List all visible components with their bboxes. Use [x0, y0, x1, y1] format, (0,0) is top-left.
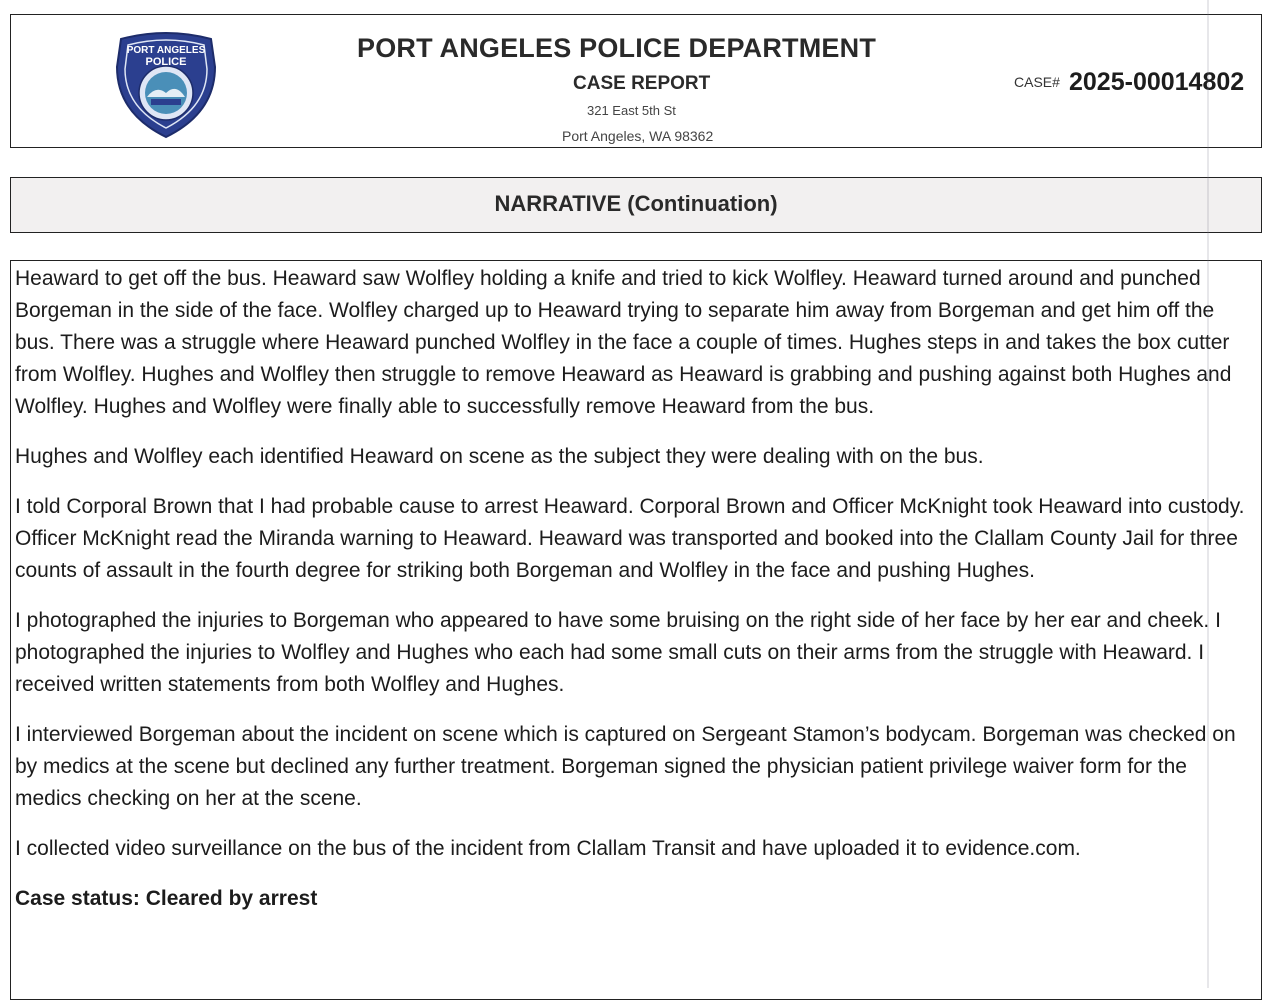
address-line-2: Port Angeles, WA 98362: [562, 128, 714, 144]
case-number: 2025-00014802: [1069, 68, 1245, 96]
section-header: [10, 177, 1262, 233]
narrative-text: [15, 263, 1259, 933]
narrative-paragraph: I interviewed Borgeman about the incident on scene which is captured on Sergeant Stamon’s bodycam. Borgeman was checked on by medics at the scene but declined any further treatment. Borgeman signed the physician patient privilege waiver form for the medics checking on her at the scene.: [15, 723, 1236, 810]
narrative-paragraph: I photographed the injuries to Borgeman who appeared to have some bruising on the right side of her face by her ear and cheek. I photographed the injuries to Wolfley and Hughes who each had some small cuts on their arms from the struggle with Heaward. I received written statements from both Wolfley and Hughes.: [15, 609, 1221, 696]
narrative-box: [10, 260, 1262, 1000]
narrative-paragraph: Heaward to get off the bus. Heaward saw Wolfley holding a knife and tried to kick Wolfley. Heaward turned around and punched Borgeman in the side of the face. Wolfley charged up to Heaward trying to separate him away from Borgeman and get him off the bus. There was a struggle where Heaward punched Wolfley in the face a couple of times. Hughes steps in and takes the box cutter from Wolfley. Hughes and Wolfley then struggle to remove Heaward as Heaward is grabbing and pushing against both Hughes and Wolfley. Hughes and Wolfley were finally able to successfully remove Heaward from the bus.: [15, 267, 1232, 418]
narrative-paragraph: Hughes and Wolfley each identified Heaward on scene as the subject they were dealing with on the bus.: [15, 445, 984, 468]
badge-text-line2: POLICE: [145, 56, 187, 68]
case-number-label: CASE#: [1014, 74, 1060, 90]
department-name: PORT ANGELES POLICE DEPARTMENT: [357, 33, 877, 63]
narrative-paragraph: I told Corporal Brown that I had probable cause to arrest Heaward. Corporal Brown and Officer McKnight took Heaward into custody. Officer McKnight read the Miranda warning to Heaward. Heaward was transported and booked into the Clallam County Jail for three counts of assault in the fourth degree for striking both Borgeman and Wolfley in the face and pushing Hughes.: [15, 495, 1245, 582]
address-line-1: 321 East 5th St: [587, 103, 676, 118]
report-type: CASE REPORT: [573, 73, 711, 94]
scan-artifact-line: [1207, 0, 1209, 988]
narrative-paragraph: I collected video surveillance on the bus of the incident from Clallam Transit and have uploaded it to evidence.com.: [15, 837, 1081, 860]
case-status: Case status: Cleared by arrest: [15, 887, 318, 910]
police-badge-icon: [111, 27, 221, 139]
section-title: NARRATIVE (Continuation): [494, 191, 778, 216]
report-header: [10, 14, 1262, 148]
badge-text-line1: PORT ANGELES: [126, 45, 206, 56]
